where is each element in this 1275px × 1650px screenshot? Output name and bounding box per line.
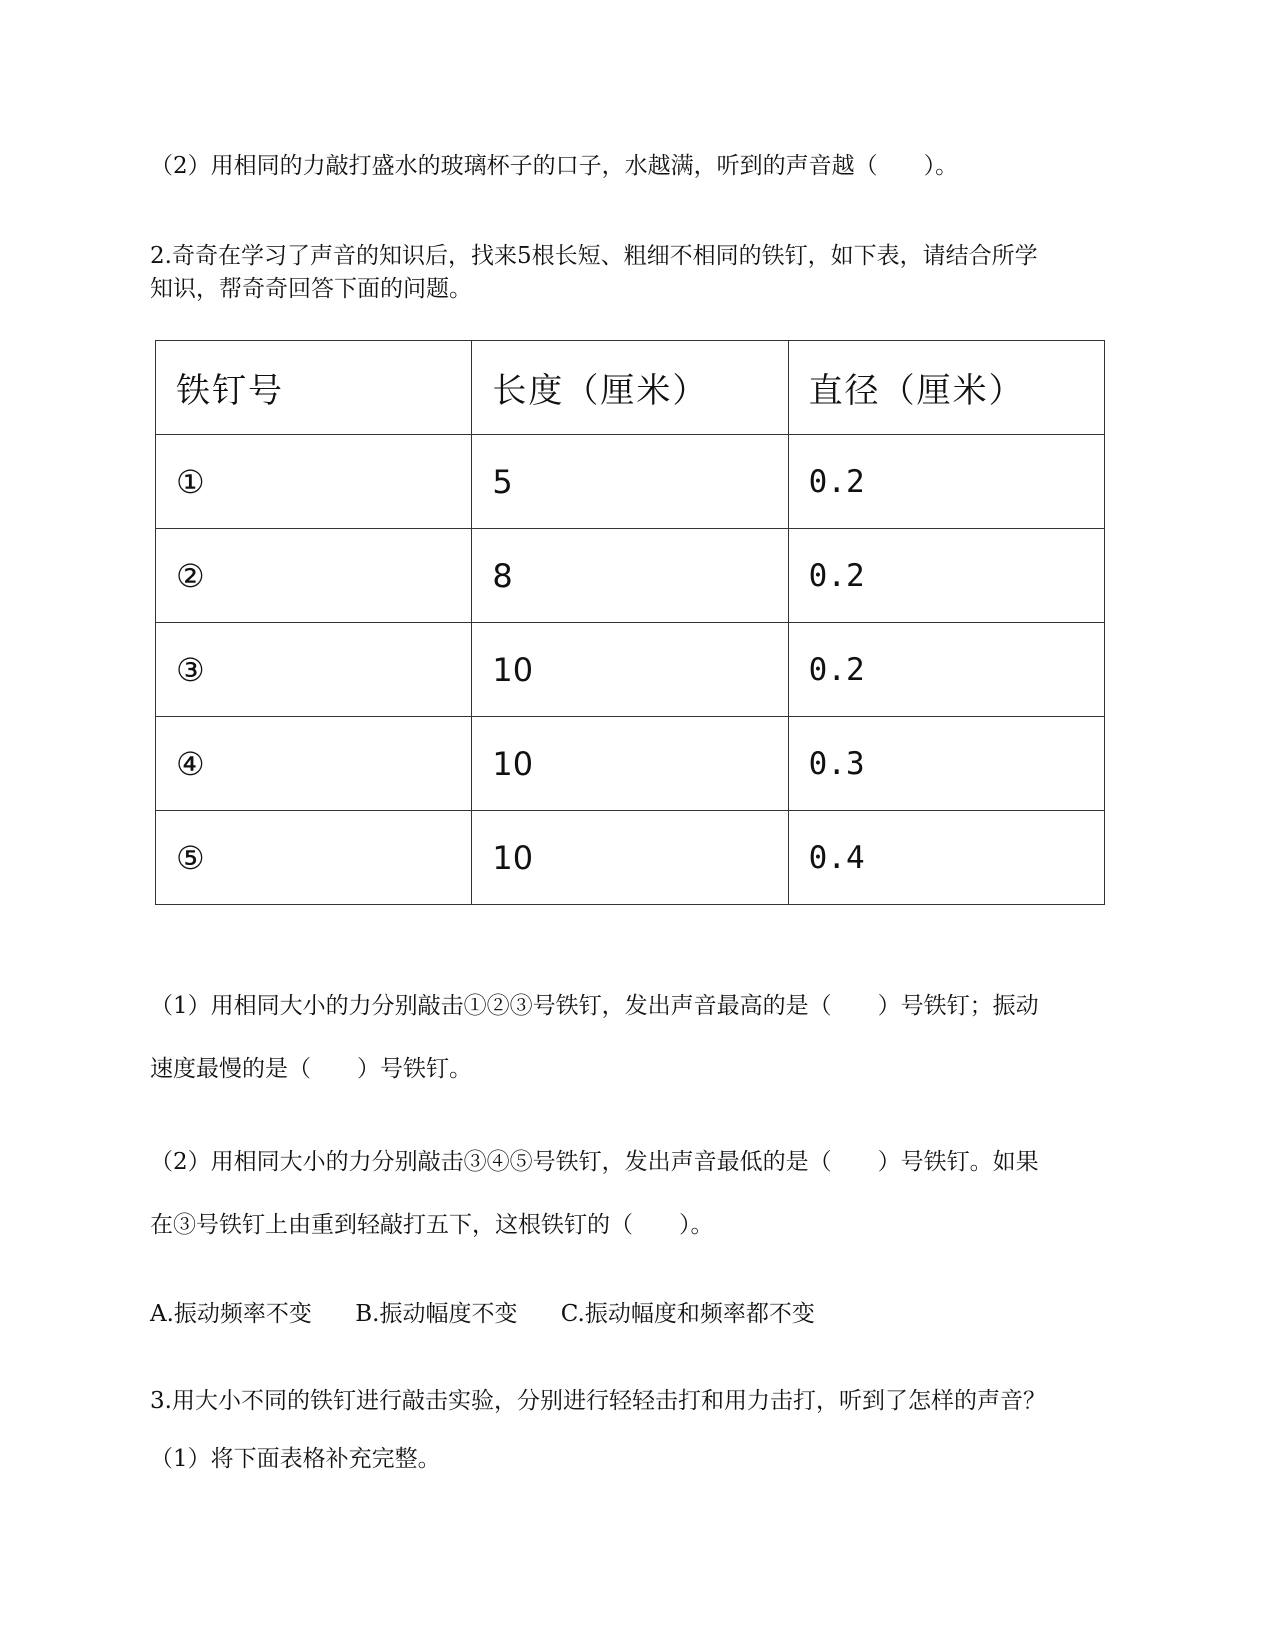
nail-number-cell: ③: [156, 623, 472, 717]
option-a: A.振动频率不变: [150, 1301, 312, 1327]
question-3-sub-1: （1）将下面表格补充完整。: [150, 1446, 441, 1472]
question-2-intro-line-1: 2.奇奇在学习了声音的知识后，找来5根长短、粗细不相同的铁钉，如下表，请结合所学: [150, 243, 1038, 269]
table-header-row: [156, 341, 1105, 435]
diameter-cell: 0.3: [788, 717, 1104, 811]
length-cell: 10: [472, 623, 788, 717]
diameter-cell: 0.2: [788, 623, 1104, 717]
question-2-sub-2-line-1: （2）用相同大小的力分别敲击③④⑤号铁钉，发出声音最低的是（ ）号铁钉。如果: [150, 1149, 1039, 1175]
diameter-cell: 0.2: [788, 435, 1104, 529]
nail-number-cell: ⑤: [156, 811, 472, 905]
length-cell: 5: [472, 435, 788, 529]
table-row: [156, 717, 1105, 811]
question-1-part-2: （2）用相同的力敲打盛水的玻璃杯子的口子，水越满，听到的声音越（ ）。: [150, 153, 959, 179]
table-row: [156, 435, 1105, 529]
nail-number-cell: ④: [156, 717, 472, 811]
nail-number-cell: ①: [156, 435, 472, 529]
question-3-intro: 3.用大小不同的铁钉进行敲击实验，分别进行轻轻击打和用力击打，听到了怎样的声音？: [150, 1388, 1046, 1414]
nail-table: [155, 340, 1105, 905]
question-2-sub-1-line-2: 速度最慢的是（ ）号铁钉。: [150, 1056, 472, 1082]
diameter-cell: 0.4: [788, 811, 1104, 905]
option-c: C.振动幅度和频率都不变: [560, 1301, 815, 1327]
length-cell: 10: [472, 811, 788, 905]
diameter-cell: 0.2: [788, 529, 1104, 623]
table-row: [156, 623, 1105, 717]
column-header-length: 长度（厘米）: [472, 341, 788, 435]
question-2-sub-1-line-1: （1）用相同大小的力分别敲击①②③号铁钉，发出声音最高的是（ ）号铁钉；振动: [150, 993, 1039, 1019]
length-cell: 8: [472, 529, 788, 623]
question-2-intro-line-2: 知识，帮奇奇回答下面的问题。: [150, 276, 472, 302]
column-header-diameter: 直径（厘米）: [788, 341, 1104, 435]
table-row: [156, 811, 1105, 905]
column-header-nail-number: 铁钉号: [156, 341, 472, 435]
length-cell: 10: [472, 717, 788, 811]
option-b: B.振动幅度不变: [355, 1301, 518, 1327]
question-2-sub-2-line-2: 在③号铁钉上由重到轻敲打五下，这根铁钉的（ ）。: [150, 1212, 714, 1238]
nail-number-cell: ②: [156, 529, 472, 623]
table-row: [156, 529, 1105, 623]
answer-options: [150, 1298, 851, 1330]
